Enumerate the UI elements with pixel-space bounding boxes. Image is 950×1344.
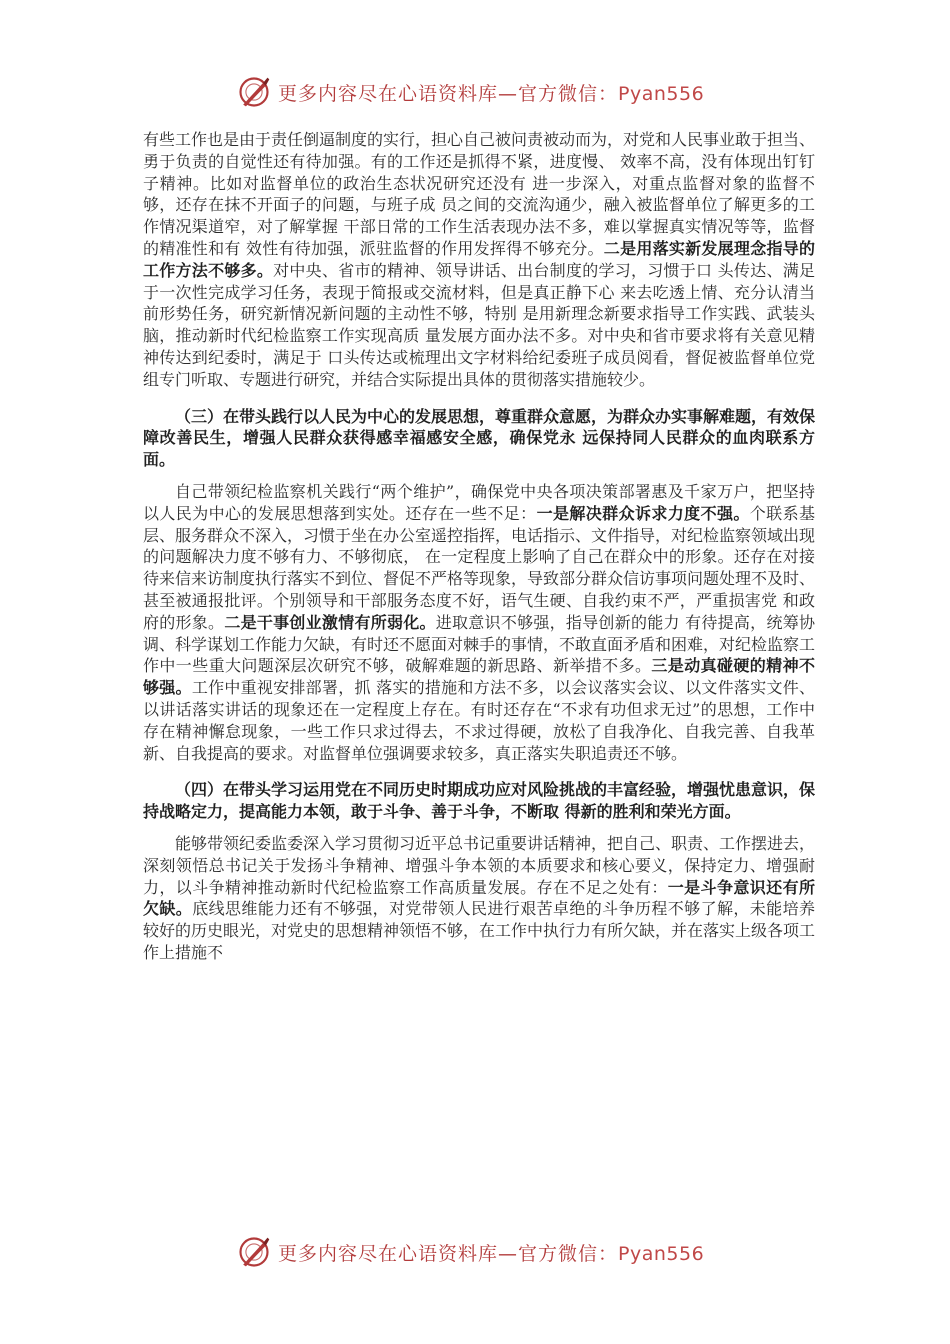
emphasis-text: （四）在带头学习运用党在不同历史时期成功应对风险挑战的丰富经验，增强忧患意识，保持战略定力，提高能力本领，敢于斗争、善于斗争，不断取 得新的胜利和荣光方面。 [143, 780, 816, 822]
section-heading [143, 779, 815, 823]
emphasis-text: 一是斗争意识还有所欠缺。 [143, 877, 815, 919]
paragraph-text: 个联系基层、服务群众不深入，习惯于坐在办公室遥控指挥，电话指示、文件指导，对纪检监察领域出现的问题解决力度不够有力、不够彻底， 在一定程度上影响了自己在群众中的形象。还存在对接待来信来访制度执行落实不到位、督促不严格等现象，导致部分群众信访事项问题处理不及时、甚至被通报批评。个别领导和干部服务态度不好，语气生硬、自我约束不严，严重损害党 和政府的形象。 [143, 503, 816, 632]
emphasis-text: 二是干事创业激情有所弱化。 [224, 612, 436, 632]
watermark-text [278, 79, 704, 106]
emphasis-text: 二是用落实新发展理念指导的 工作方法不够多。 [143, 238, 815, 280]
watermark-slogan: 更多内容尽在心语资料库—官方微信： [278, 82, 619, 105]
brush-logo-icon [236, 74, 272, 110]
paragraph-text: 自己带领纪检监察机关践行“两个维护”，确保党中央各项决策部署惠及千家万户，把坚持以人民为中心的发展思想落到实处。还存在一些不足： [143, 481, 815, 523]
emphasis-text: 三是动真碰硬的精神不够强。 [143, 656, 815, 698]
watermark-wechat-id: Pyan556 [618, 82, 705, 105]
emphasis-text: 一是解决群众诉求力度不强。 [536, 503, 750, 523]
body-paragraph [143, 481, 815, 764]
paragraph-text: 有些工作也是由于责任倒逼制度的实行，担心自己被问责被动而为，对党和人民事业敢于担当、勇于负责的自觉性还有待加强。有的工作还是抓得不紧，进度慢、 效率不高，没有体现出钉钉子精神。比如对监督单位的政治生态状况研究还没有 进一步深入，对重点监督对象的监督不够，还存在抹不开面子的问题，与班子成 员之间的交流沟通少，融入被监督单位了解更多的工作情况渠道窄，对了解掌握 干部日常的工作生活表现办法不多，难以掌握真实情况等等，监督的精准性和有 效性有待加强，派驻监督的作用发挥得不够充分。 [143, 130, 816, 258]
watermark-top [236, 72, 704, 112]
body-paragraph [143, 833, 815, 964]
paragraph-text: 进取意识不够强，指导创新的能力 有待提高，统筹协调、科学谋划工作能力欠缺，有时还不愿面对棘手的事情，不敢直面矛盾和困难，对纪检监察工作中一些重大问题深层次研究不够，破解难题的新思路、新举措不多。 [143, 612, 816, 676]
watermark-bottom [236, 1232, 704, 1272]
paragraph-text: 能够带领纪委监委深入学习贯彻习近平总书记重要讲话精神，把自己、职责、工作摆进去，深刻领悟总书记关于发扬斗争精神、增强斗争本领的本质要求和核心要义，保持定力、增强耐力，以斗争精神推动新时代纪检监察工作高质量发展。存在不足之处有： [143, 833, 816, 897]
body-paragraph-continued [143, 129, 815, 391]
paragraph-text: 底线思维能力还有不够强，对党带领人民进行艰苦卓绝的斗争历程不够了解，未能培养较好的历史眼光，对党史的思想精神领悟不够，在工作中执行力有所欠缺，并在落实上级各项工作上措施不 [143, 899, 816, 962]
watermark-text [278, 1239, 704, 1266]
emphasis-text: （三）在带头践行以人民为中心的发展思想，尊重群众意愿，为群众办实事解难题，有效保障改善民生，增强人民群众获得感幸福感安全感，确保党永 远保持同人民群众的血肉联系方面。 [143, 406, 816, 470]
watermark-wechat-id: Pyan556 [618, 1242, 705, 1265]
paragraph-text: 对中央、省市的精神、领导讲话、出台制度的学习，习惯于口 头传达、满足于一次性完成学习任务，表现于简报或交流材料，但是真正静下心 来去吃透上情、充分认清当前形势任务，研究新情况新问题的主动性不够，特别 是用新理念新要求指导工作实践、武装头脑，推动新时代纪检监察工作实现高质 量发展方面办法不多。对中央和省市要求将有关意见精神传达到纪委时，满足于 口头传达或梳理出文字材料给纪委班子成员阅看，督促被监督单位党组专门听取、专题进行研究，并结合实际提出具体的贯彻落实措施较少。 [143, 260, 815, 389]
section-heading [143, 406, 815, 471]
paragraph-text: 工作中重视安排部署，抓 落实的措施和方法不多，以会议落实会议、以文件落实文件、以讲话落实讲话的现象还在一定程度上存在。有时还存在“不求有功但求无过”的思想，工作中存在精神懈怠现象，一些工作只求过得去，不求过得硬，放松了自我净化、自我完善、自我革新、自我提高的要求。对监督单位强调要求较多，真正落实失职追责还不够。 [143, 678, 815, 763]
brush-logo-icon [236, 1234, 272, 1270]
document-body [143, 129, 815, 964]
watermark-slogan: 更多内容尽在心语资料库—官方微信： [278, 1242, 619, 1265]
